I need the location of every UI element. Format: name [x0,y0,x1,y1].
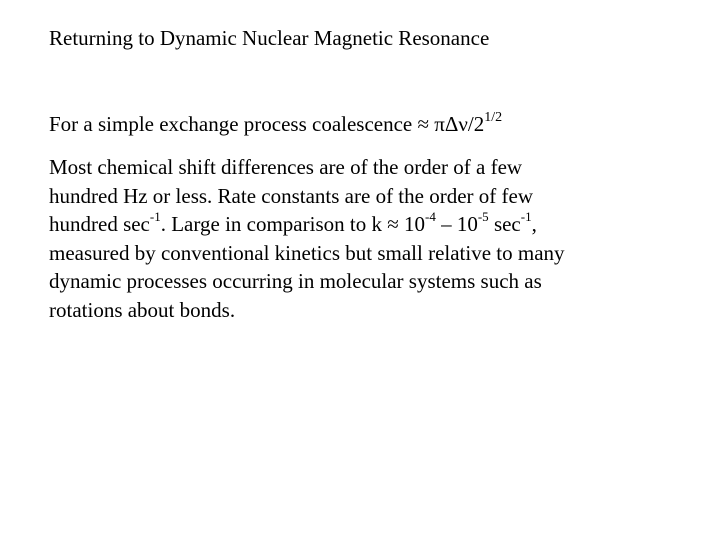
line3-text-c: 10 [398,212,425,237]
explanation-paragraph [49,153,689,325]
paragraph-line-3 [49,210,689,239]
line3-approx-symbol: ≈ [387,212,399,237]
paragraph-line-2: hundred Hz or less. Rate constants are of the order of few [49,183,533,208]
line3-sup-c: -5 [477,209,489,225]
approx-symbol: ≈ [417,112,430,136]
paragraph-line-6: rotations about bonds. [49,297,236,322]
paragraph-line-5: dynamic processes occurring in molecular systems such as [49,269,542,294]
paragraph-line-4: measured by conventional kinetics but small relative to many [49,240,565,265]
formula-expression: πΔν/2 [429,112,485,136]
paragraph-line-1: Most chemical shift differences are of the order of a few [49,155,523,179]
formula-exponent: 1/2 [484,110,503,125]
slide-title: Returning to Dynamic Nuclear Magnetic Resonance [49,26,490,50]
line3-sup-b: -4 [425,209,436,225]
line3-text-e: sec [488,212,521,237]
coalescence-formula-line [49,111,502,137]
line3-sup-a: -1 [149,209,161,225]
line3-text-d: – 10 [435,212,478,237]
line3-text-f: , [531,212,537,237]
formula-prefix: For a simple exchange process coalescence [49,112,418,136]
line3-text-b: . Large in comparison to k [160,212,388,237]
line3-sup-d: -1 [520,209,532,225]
line3-text-a: hundred sec [49,212,150,237]
